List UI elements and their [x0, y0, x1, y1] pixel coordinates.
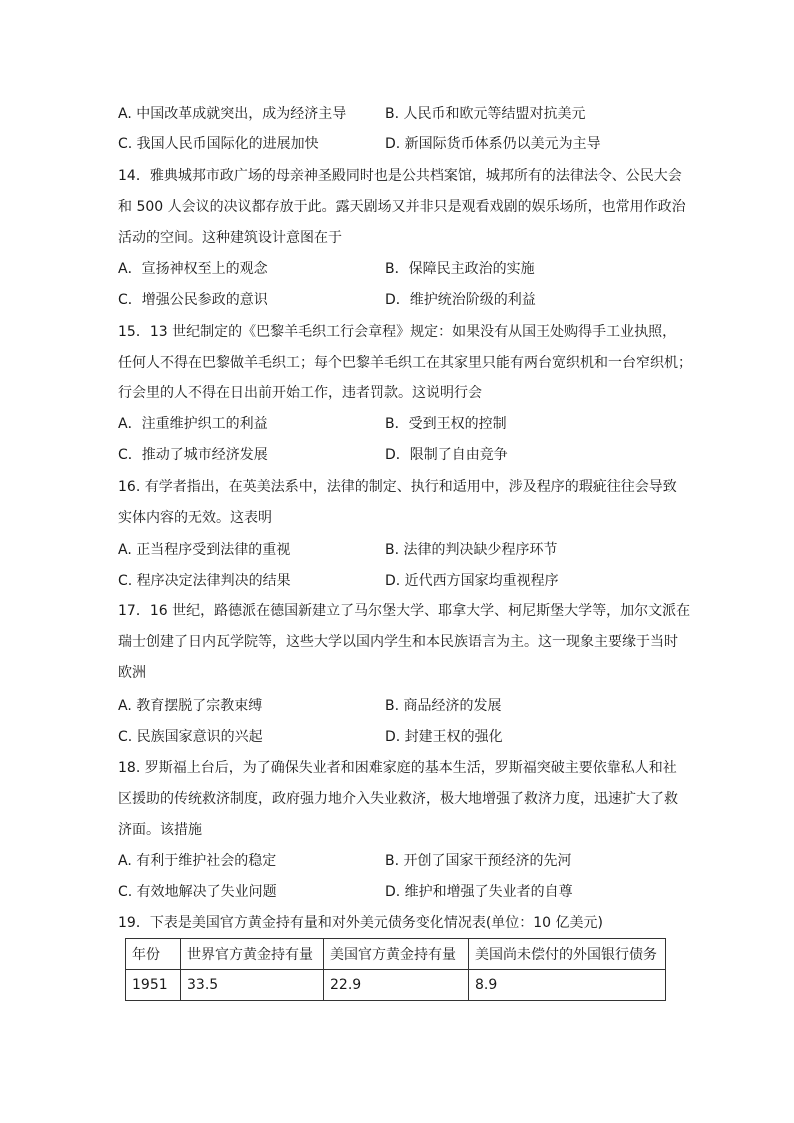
q14-stem-line: 和 500 人会议的决议都存放于此。露天剧场又并非只是观看戏剧的娱乐场所，也常用作政治: [118, 199, 686, 215]
q17-option-b: B. 商品经济的发展: [385, 698, 502, 714]
q13-option-a: A. 中国改革成就突出，成为经济主导: [118, 106, 347, 122]
table-cell: 1951: [126, 970, 181, 1001]
q18-option-a: A. 有利于维护社会的稳定: [118, 853, 277, 869]
q14-option-b: B．保障民主政治的实施: [385, 261, 535, 277]
q17-stem-line: 17．16 世纪，路德派在德国新建立了马尔堡大学、耶拿大学、柯尼斯堡大学等，加尔文派在: [118, 603, 691, 619]
q13-option-b: B. 人民币和欧元等结盟对抗美元: [385, 106, 586, 122]
q15-stem-line: 15．13 世纪制定的《巴黎羊毛织工行会章程》规定：如果没有从国王处购得手工业执照，: [118, 324, 677, 340]
q15-option-c: C．推动了城市经济发展: [118, 447, 268, 463]
q16-stem-line: 16. 有学者指出，在英美法系中，法律的制定、执行和适用中，涉及程序的瑕疵往往会导致: [118, 479, 677, 495]
q15-option-d: D．限制了自由竞争: [385, 447, 508, 463]
q17-stem-line: 瑞士创建了日内瓦学院等，这些大学以国内学生和本民族语言为主。这一现象主要缘于当时: [118, 634, 678, 650]
q15-stem-line: 行会里的人不得在日出前开始工作，违者罚款。这说明行会: [118, 385, 482, 401]
q18-option-b: B. 开创了国家干预经济的先河: [385, 853, 572, 869]
table-cell: 8.9: [469, 970, 666, 1001]
q14-option-c: C．增强公民参政的意识: [118, 292, 268, 308]
table-header-cell: 美国官方黄金持有量: [324, 939, 469, 970]
q18-stem-line: 18. 罗斯福上台后，为了确保失业者和困难家庭的基本生活，罗斯福突破主要依靠私人和社: [118, 760, 677, 776]
q18-option-d: D. 维护和增强了失业者的自尊: [385, 884, 573, 900]
q17-option-a: A. 教育摆脱了宗教束缚: [118, 698, 263, 714]
q15-stem-line: 任何人不得在巴黎做羊毛织工；每个巴黎羊毛织工在其家里只能有两台宽织机和一台窄织机；: [118, 355, 692, 371]
q18-stem-line: 济面。该措施: [118, 822, 202, 838]
q17-option-d: D. 封建王权的强化: [385, 729, 503, 745]
q14-stem-line: 活动的空间。这种建筑设计意图在于: [118, 230, 342, 246]
table-row: [126, 970, 666, 1001]
q19-stem: 19．下表是美国官方黄金持有量和对外美元债务变化情况表(单位：10 亿美元): [118, 915, 604, 931]
table-header-cell: 年份: [126, 939, 181, 970]
q16-option-b: B. 法律的判决缺少程序环节: [385, 542, 558, 558]
q13-option-c: C. 我国人民币国际化的进展加快: [118, 136, 319, 152]
q16-option-c: C. 程序决定法律判决的结果: [118, 573, 291, 589]
table-cell: 22.9: [324, 970, 469, 1001]
q17-stem-line: 欧洲: [118, 665, 146, 681]
q16-stem-line: 实体内容的无效。这表明: [118, 510, 272, 526]
table-header-cell: 美国尚未偿付的外国银行债务: [469, 939, 666, 970]
q18-option-c: C. 有效地解决了失业问题: [118, 884, 277, 900]
table-header-cell: 世界官方黄金持有量: [181, 939, 324, 970]
q15-option-b: B．受到王权的控制: [385, 416, 507, 432]
table-header-row: [126, 939, 666, 970]
q17-option-c: C. 民族国家意识的兴起: [118, 729, 263, 745]
table-cell: 33.5: [181, 970, 324, 1001]
q14-stem-line: 14．雅典城邦市政广场的母亲神圣殿同时也是公共档案馆，城邦所有的法律法令、公民大会: [118, 168, 682, 184]
q13-option-d: D. 新国际货币体系仍以美元为主导: [385, 136, 601, 152]
q14-option-d: D．维护统治阶级的利益: [385, 292, 536, 308]
q16-option-d: D. 近代西方国家均重视程序: [385, 573, 559, 589]
q16-option-a: A. 正当程序受到法律的重视: [118, 542, 291, 558]
gold-debt-table: [125, 938, 666, 1001]
q15-option-a: A．注重维护织工的利益: [118, 416, 268, 432]
q14-option-a: A．宣扬神权至上的观念: [118, 261, 268, 277]
q18-stem-line: 区援助的传统救济制度，政府强力地介入失业救济，极大地增强了救济力度，迅速扩大了救: [118, 791, 678, 807]
